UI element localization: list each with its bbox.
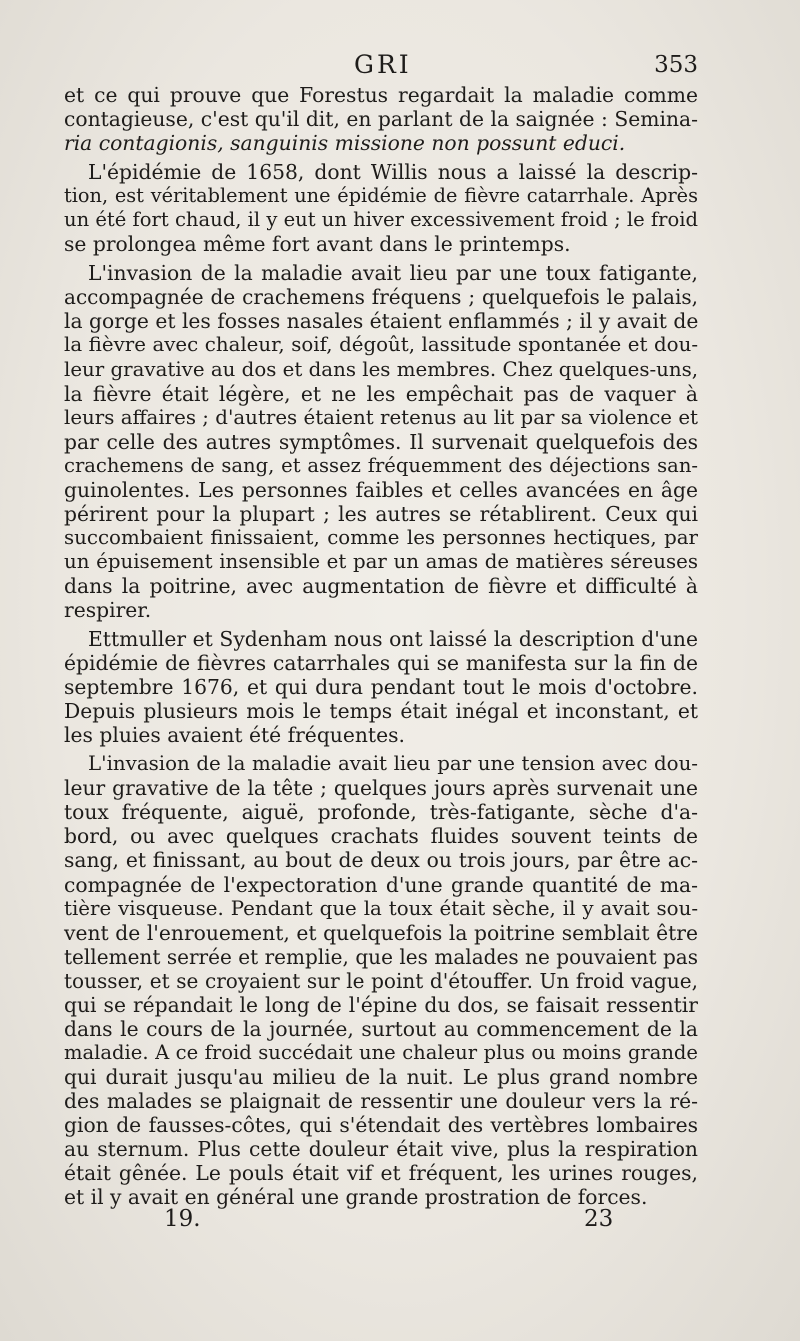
text-line: L'épidémie de 1658, dont Willis nous a laissé la descrip- — [88, 160, 698, 185]
text-line: gion de fausses-côtes, qui s'étendait des vertèbres lombaires — [64, 1112, 698, 1137]
text-line: L'invasion de la maladie avait lieu par une tension avec dou- — [88, 752, 698, 776]
text-line: dans la poitrine, avec augmentation de fièvre et difficulté à — [64, 573, 698, 598]
text-line: tion, est véritablement une épidémie de fièvre catarrhale. Après — [64, 184, 698, 208]
text-line: leur gravative au dos et dans les membres. Chez quelques-uns, — [64, 357, 699, 381]
text-line: des malades se plaignait de ressentir une douleur vers la ré- — [64, 1088, 698, 1113]
text-line: crachemens de sang, et assez fréquemment des déjections san- — [64, 453, 698, 477]
text-line: un été fort chaud, il y eut un hiver excessivement froid ; le froid — [64, 208, 698, 232]
paragraph — [64, 83, 698, 155]
text-line: maladie. A ce froid succédait une chaleur plus ou moins grande — [64, 1040, 698, 1064]
text-line: accompagnée de crachemens fréquens ; quelquefois le palais, — [64, 285, 698, 310]
gathering-number: 23 — [584, 1206, 614, 1232]
text-line: la fièvre avec chaleur, soif, dégoût, lassitude spontanée et dou- — [64, 333, 698, 357]
text-line: succombaient finissaient, comme les personnes hectiques, par — [64, 525, 698, 549]
text-line: vent de l'enrouement, et quelquefois la poitrine semblait être — [64, 920, 698, 945]
text-line: qui se répandait le long de l'épine du dos, se faisait ressentir — [64, 992, 698, 1017]
running-head: GRI — [354, 50, 412, 79]
paragraph — [64, 627, 698, 747]
text-line: au sternum. Plus cette douleur était vive, plus la respiration — [64, 1137, 698, 1162]
text-line: leur gravative de la tête ; quelques jours après survenait une — [64, 776, 698, 801]
text-line: qui durait jusqu'au milieu de la nuit. Le plus grand nombre — [64, 1064, 698, 1089]
text-line: tière visqueuse. Pendant que la toux était sèche, il y avait sou- — [64, 896, 698, 920]
text-line: la gorge et les fosses nasales étaient enflammés ; il y avait de — [64, 309, 699, 334]
text-line: leurs affaires ; d'autres étaient retenus au lit par sa violence et — [64, 405, 698, 429]
paragraph — [64, 752, 698, 1209]
paragraph — [64, 261, 698, 622]
text-line: guinolentes. Les personnes faibles et celles avancées en âge — [64, 477, 698, 502]
text-line: tousser, et se croyaient sur le point d'étouffer. Un froid vague, — [64, 968, 698, 993]
text-line: périrent pour la plupart ; les autres se rétablirent. Ceux qui — [64, 501, 698, 526]
text-line: compagnée de l'expectoration d'une grande quantité de ma- — [64, 872, 698, 897]
signature-mark: 19. — [164, 1206, 201, 1232]
text-line: septembre 1676, et qui dura pendant tout le mois d'octobre. — [64, 675, 698, 700]
body-text — [64, 83, 698, 1209]
text-line: était gênée. Le pouls était vif et fréquent, les urines rouges, — [64, 1161, 698, 1186]
paragraph — [64, 160, 698, 256]
text-line: tellement serrée et remplie, que les malades ne pouvaient pas — [64, 944, 698, 969]
text-line: dans le cours de la journée, surtout au commencement de la — [64, 1016, 698, 1041]
text-line: se prolongea même fort avant dans le printemps. — [64, 232, 571, 257]
page-footer — [64, 1204, 698, 1234]
text-line: contagieuse, c'est qu'il dit, en parlant de la saignée : Semina- — [64, 107, 698, 132]
text-line: les pluies avaient été fréquentes. — [64, 723, 405, 748]
text-line: un épuisement insensible et par un amas de matières séreuses — [64, 549, 698, 573]
text-line: épidémie de fièvres catarrhales qui se manifesta sur la fin de — [64, 651, 698, 676]
text-line: Depuis plusieurs mois le temps était inégal et inconstant, et — [64, 699, 698, 724]
page-number: 353 — [654, 52, 698, 78]
text-line: par celle des autres symptômes. Il survenait quelquefois des — [64, 429, 698, 454]
text-line: Ettmuller et Sydenham nous ont laissé la description d'une — [88, 627, 698, 652]
text-line: bord, ou avec quelques crachats fluides souvent teints de — [64, 824, 698, 849]
page-header — [64, 50, 698, 80]
text-line: la fièvre était légère, et ne les empêchait pas de vaquer à — [64, 381, 698, 406]
text-line: L'invasion de la maladie avait lieu par une toux fatigante, — [88, 261, 698, 286]
text-line: et ce qui prouve que Forestus regardait la maladie comme — [64, 83, 698, 107]
text-line: respirer. — [64, 597, 152, 622]
text-line: sang, et finissant, au bout de deux ou trois jours, par être ac- — [64, 848, 698, 873]
text-line: toux fréquente, aiguë, profonde, très-fatigante, sèche d'a- — [64, 800, 698, 825]
text-line: ria contagionis, sanguinis missione non possunt educi. — [64, 131, 626, 156]
text-line: et il y avait en général une grande prostration de forces. — [64, 1185, 648, 1210]
